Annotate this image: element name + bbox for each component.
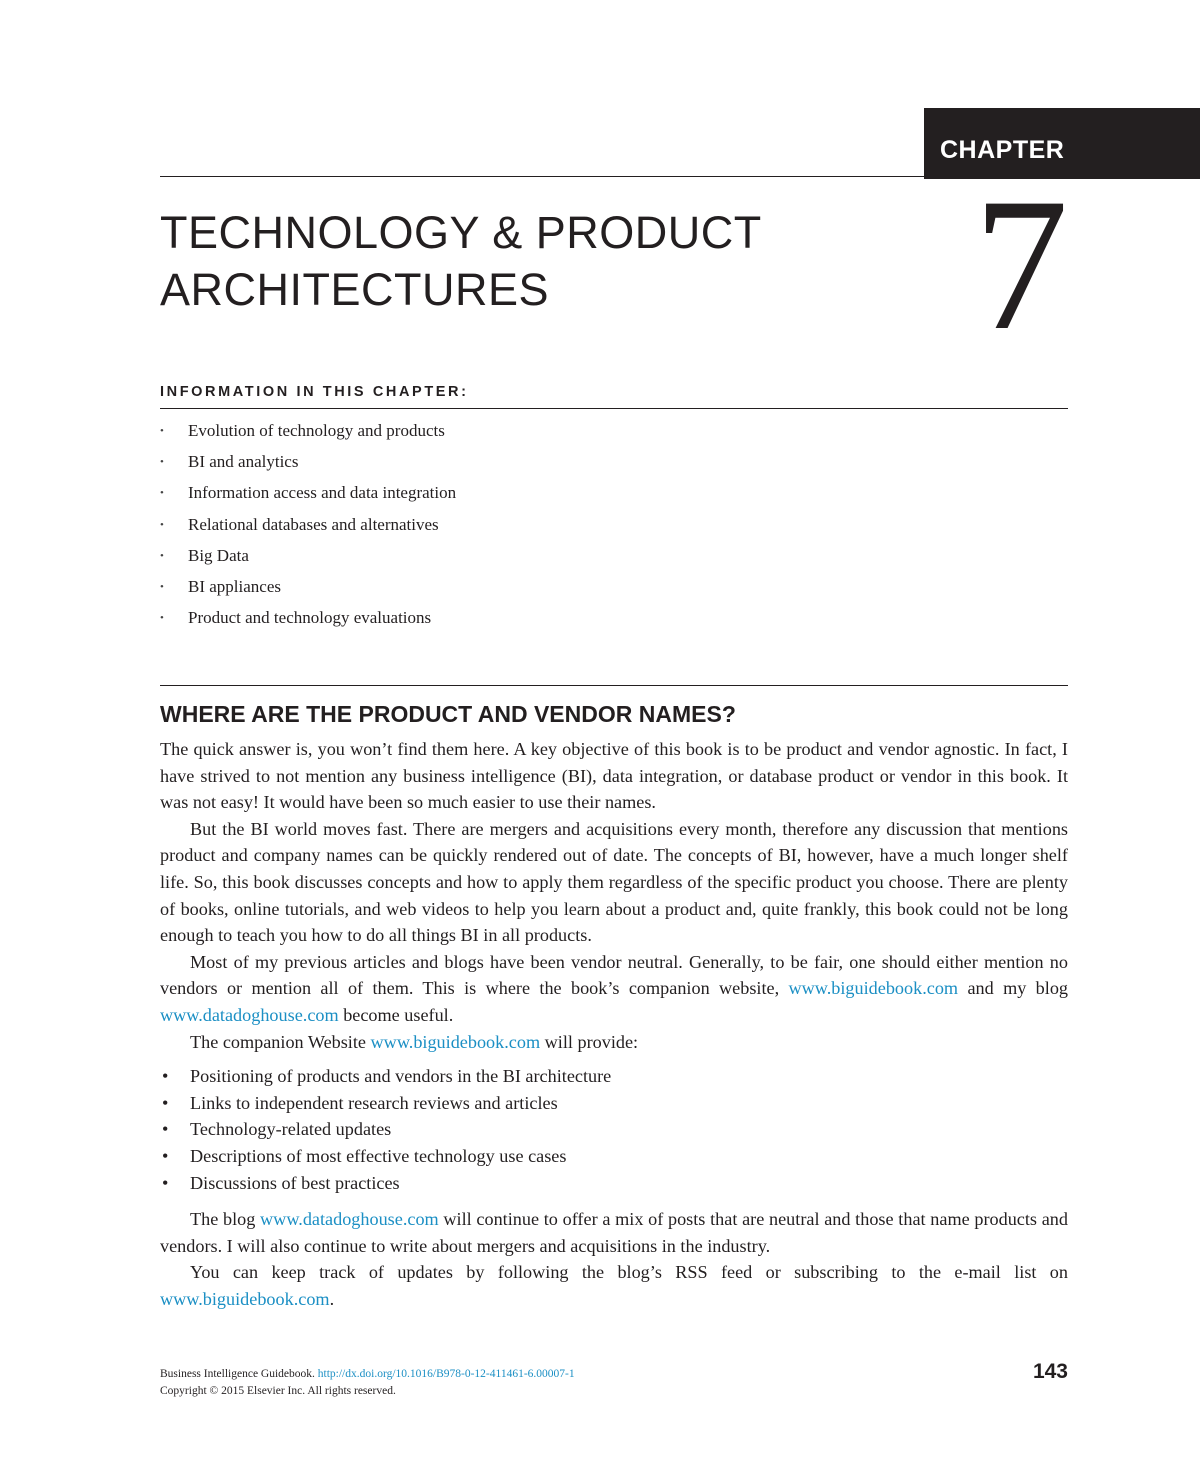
footer-citation <box>160 1366 575 1400</box>
paragraph-6: You can keep track of updates by following the blog’s RSS feed or subscribing to the e-mail list on www.biguidebook.com. <box>160 1262 1068 1309</box>
info-item: • BI and analytics <box>160 452 299 472</box>
footer-copyright: Copyright © 2015 Elsevier Inc. All rights reserved. <box>160 1385 396 1397</box>
paragraph-1: The quick answer is, you won’t find them here. A key objective of this book is to be product and vendor agnostic. In fact, I have strived to not mention any business intelligence (BI), data integration, or database product or vendor in this book. It was not easy! It would have been so much easier to use their names. <box>160 739 1068 813</box>
list-item: • Links to independent research reviews and articles <box>160 1090 1068 1117</box>
bullet-icon: • <box>162 1066 169 1087</box>
paragraph-5: The blog www.datadoghouse.com will continue to offer a mix of posts that are neutral and those that name products and vendors. I will also continue to write about mergers and acquisitions in the industry. <box>160 1209 1068 1256</box>
chapter-number: 7 <box>973 160 1069 370</box>
bullet-icon: • <box>160 425 164 437</box>
provide-list <box>160 1063 1068 1196</box>
section-body <box>160 736 1068 1312</box>
page-number: 143 <box>1032 1360 1068 1383</box>
chapter-title-line1: TECHNOLOGY & PRODUCT <box>160 207 762 258</box>
chapter-label: CHAPTER <box>924 108 1200 179</box>
bullet-icon: • <box>162 1145 169 1166</box>
list-item: • Discussions of best practices <box>160 1170 1068 1197</box>
info-heading: INFORMATION IN THIS CHAPTER: <box>160 384 469 400</box>
section-rule <box>160 685 1068 686</box>
top-rule <box>160 176 924 177</box>
info-item: • Relational databases and alternatives <box>160 514 439 534</box>
info-item: • Product and technology evaluations <box>160 608 432 628</box>
datadoghouse-link[interactable]: www.datadoghouse.com <box>160 1004 339 1025</box>
biguidebook-link[interactable]: www.biguidebook.com <box>370 1031 541 1052</box>
info-item: • Information access and data integration <box>160 483 457 503</box>
footer-book-line <box>160 1366 575 1383</box>
bullet-icon: • <box>162 1092 169 1113</box>
info-list <box>160 420 456 638</box>
bullet-icon: • <box>162 1172 169 1193</box>
bullet-icon: • <box>160 518 164 531</box>
bullet-icon: • <box>162 1119 169 1140</box>
paragraph-4: The companion Website www.biguidebook.com will provide: <box>190 1031 639 1052</box>
info-item: • Evolution of technology and products <box>160 421 445 440</box>
list-item: • Descriptions of most effective technology use cases <box>160 1143 1068 1170</box>
chapter-title <box>160 204 920 318</box>
doi-link[interactable]: http://dx.doi.org/10.1016/B978-0-12-411461-6.00007-1 <box>317 1368 575 1380</box>
bullet-icon: • <box>160 612 164 625</box>
bullet-icon: • <box>160 487 164 500</box>
bullet-icon: • <box>160 456 164 469</box>
paragraph-2: But the BI world moves fast. There are mergers and acquisitions every month, therefore any discussion that mentions product and company names can be quickly rendered out of date. The concepts of BI, however, have a much longer shelf life. So, this book discusses concepts and how to apply them regardless of the specific product you choose. There are plenty of books, online tutorials, and web videos to help you learn about a product and, quite frankly, this book could not be long enough to teach you how to do all things BI in all products. <box>160 818 1068 946</box>
section-heading: WHERE ARE THE PRODUCT AND VENDOR NAMES? <box>160 701 736 727</box>
footer-book: Business Intelligence Guidebook. <box>160 1368 315 1380</box>
bullet-icon: • <box>160 580 164 593</box>
biguidebook-link[interactable]: www.biguidebook.com <box>788 978 959 999</box>
list-item: • Technology-related updates <box>160 1116 1068 1143</box>
paragraph-3: Most of my previous articles and blogs have been vendor neutral. Generally, to be fair, one should either mention no vendors or mention all of them. This is where the book’s companion website, www.biguidebook.com and my blog www.datadoghouse.com become useful. <box>160 951 1069 1025</box>
info-item: • BI appliances <box>160 576 281 596</box>
datadoghouse-link[interactable]: www.datadoghouse.com <box>260 1209 439 1230</box>
biguidebook-link[interactable]: www.biguidebook.com <box>160 1288 330 1309</box>
info-item: • Big Data <box>160 545 249 565</box>
info-rule <box>160 408 1068 409</box>
bullet-icon: • <box>160 549 164 562</box>
chapter-title-line2: ARCHITECTURES <box>160 264 550 315</box>
list-item: • Positioning of products and vendors in the BI architecture <box>160 1063 1068 1090</box>
